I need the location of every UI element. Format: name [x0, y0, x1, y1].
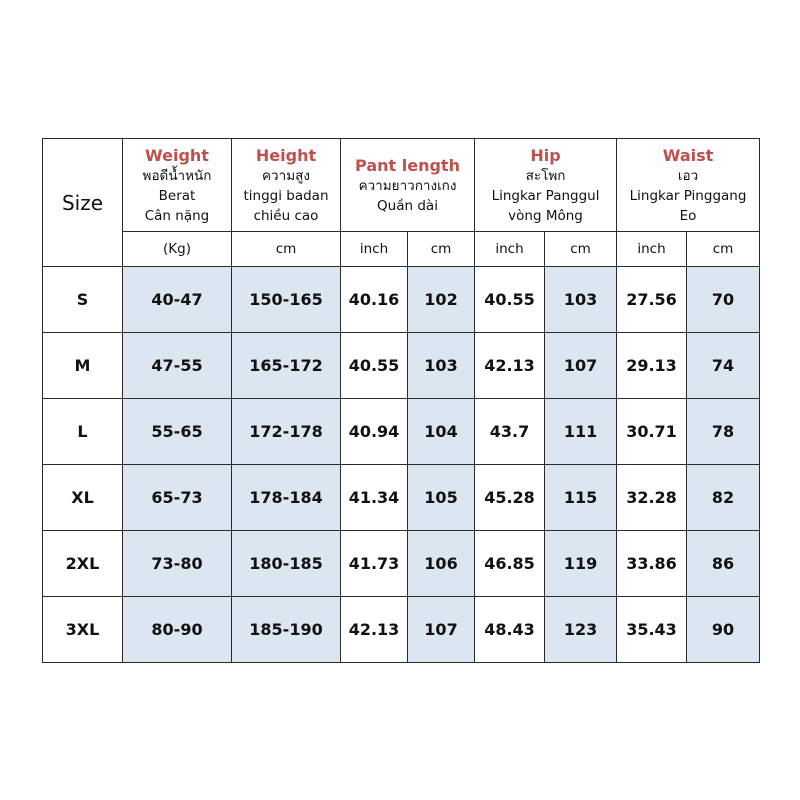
pant-length-cm-cell: 107 [408, 597, 475, 663]
weight-header [123, 139, 232, 232]
pant-length-cm-cell: 102 [408, 267, 475, 333]
size-cell: 2XL [43, 531, 123, 597]
pant-length-unit-cm: cm [408, 232, 475, 267]
table-row [43, 597, 760, 663]
weight-cell: 73-80 [123, 531, 232, 597]
size-cell: XL [43, 465, 123, 531]
pant-length-cm-cell: 105 [408, 465, 475, 531]
weight-unit: (Kg) [123, 232, 232, 267]
weight-cell: 47-55 [123, 333, 232, 399]
weight-cell: 40-47 [123, 267, 232, 333]
hip-subtitle-indonesian: Lingkar Panggul [491, 187, 600, 204]
hip-inch-cell: 43.7 [475, 399, 545, 465]
table-row [43, 333, 760, 399]
pant-length-inch-cell: 40.94 [341, 399, 408, 465]
pant-length-unit-inch: inch [341, 232, 408, 267]
waist-subtitle-thai: เอว [677, 167, 699, 184]
waist-inch-cell: 30.71 [617, 399, 687, 465]
weight-cell: 55-65 [123, 399, 232, 465]
hip-inch-cell: 40.55 [475, 267, 545, 333]
pant-length-subtitle-thai: ความยาวกางเกง [358, 177, 457, 194]
size-cell: S [43, 267, 123, 333]
pant-length-cm-cell: 103 [408, 333, 475, 399]
hip-subtitle-vietnamese: vòng Mông [508, 207, 583, 224]
hip-cm-cell: 107 [545, 333, 617, 399]
height-cell: 172-178 [232, 399, 341, 465]
waist-title: Waist [662, 145, 714, 165]
hip-unit-inch: inch [475, 232, 545, 267]
waist-inch-cell: 35.43 [617, 597, 687, 663]
waist-cm-cell: 90 [687, 597, 760, 663]
waist-inch-cell: 33.86 [617, 531, 687, 597]
hip-inch-cell: 42.13 [475, 333, 545, 399]
hip-cm-cell: 115 [545, 465, 617, 531]
pant-length-cm-cell: 106 [408, 531, 475, 597]
pant-length-cm-cell: 104 [408, 399, 475, 465]
pant-length-header [341, 139, 475, 232]
size-chart-table [42, 138, 760, 663]
hip-title: Hip [530, 145, 561, 165]
height-unit: cm [232, 232, 341, 267]
table-row [43, 531, 760, 597]
hip-cm-cell: 111 [545, 399, 617, 465]
height-subtitle-indonesian: tinggi badan [243, 187, 329, 204]
waist-inch-cell: 27.56 [617, 267, 687, 333]
hip-cm-cell: 119 [545, 531, 617, 597]
table-row [43, 267, 760, 333]
hip-header [475, 139, 617, 232]
hip-cm-cell: 103 [545, 267, 617, 333]
weight-subtitle-vietnamese: Cân nặng [144, 207, 210, 224]
weight-subtitle-thai: พอดีน้ำหนัก [142, 167, 212, 184]
table-row [43, 465, 760, 531]
unit-row [43, 232, 760, 267]
table-row [43, 399, 760, 465]
height-cell: 185-190 [232, 597, 341, 663]
waist-inch-cell: 32.28 [617, 465, 687, 531]
weight-subtitle-indonesian: Berat [158, 187, 196, 204]
height-header [232, 139, 341, 232]
waist-subtitle-vietnamese: Eo [679, 207, 697, 224]
waist-cm-cell: 70 [687, 267, 760, 333]
waist-cm-cell: 82 [687, 465, 760, 531]
hip-inch-cell: 48.43 [475, 597, 545, 663]
hip-subtitle-thai: สะโพก [525, 167, 566, 184]
waist-cm-cell: 78 [687, 399, 760, 465]
waist-unit-inch: inch [617, 232, 687, 267]
height-cell: 178-184 [232, 465, 341, 531]
pant-length-inch-cell: 41.34 [341, 465, 408, 531]
waist-unit-cm: cm [687, 232, 760, 267]
pant-length-subtitle-vietnamese: Quần dài [377, 197, 438, 214]
waist-cm-cell: 74 [687, 333, 760, 399]
height-title: Height [255, 145, 317, 165]
hip-inch-cell: 46.85 [475, 531, 545, 597]
height-cell: 180-185 [232, 531, 341, 597]
pant-length-inch-cell: 42.13 [341, 597, 408, 663]
pant-length-title: Pant length [355, 155, 460, 175]
waist-header [617, 139, 760, 232]
waist-cm-cell: 86 [687, 531, 760, 597]
height-cell: 165-172 [232, 333, 341, 399]
pant-length-inch-cell: 40.55 [341, 333, 408, 399]
pant-length-inch-cell: 40.16 [341, 267, 408, 333]
hip-unit-cm: cm [545, 232, 617, 267]
size-rows [43, 267, 760, 663]
weight-cell: 80-90 [123, 597, 232, 663]
header-row [43, 139, 760, 232]
height-subtitle-vietnamese: chiều cao [253, 207, 319, 224]
weight-cell: 65-73 [123, 465, 232, 531]
waist-inch-cell: 29.13 [617, 333, 687, 399]
size-cell: 3XL [43, 597, 123, 663]
size-cell: L [43, 399, 123, 465]
height-subtitle-thai: ความสูง [262, 167, 310, 184]
pant-length-inch-cell: 41.73 [341, 531, 408, 597]
hip-cm-cell: 123 [545, 597, 617, 663]
weight-title: Weight [145, 145, 209, 165]
size-column-header: Size [43, 139, 123, 267]
height-cell: 150-165 [232, 267, 341, 333]
size-cell: M [43, 333, 123, 399]
hip-inch-cell: 45.28 [475, 465, 545, 531]
waist-subtitle-indonesian: Lingkar Pinggang [629, 187, 747, 204]
